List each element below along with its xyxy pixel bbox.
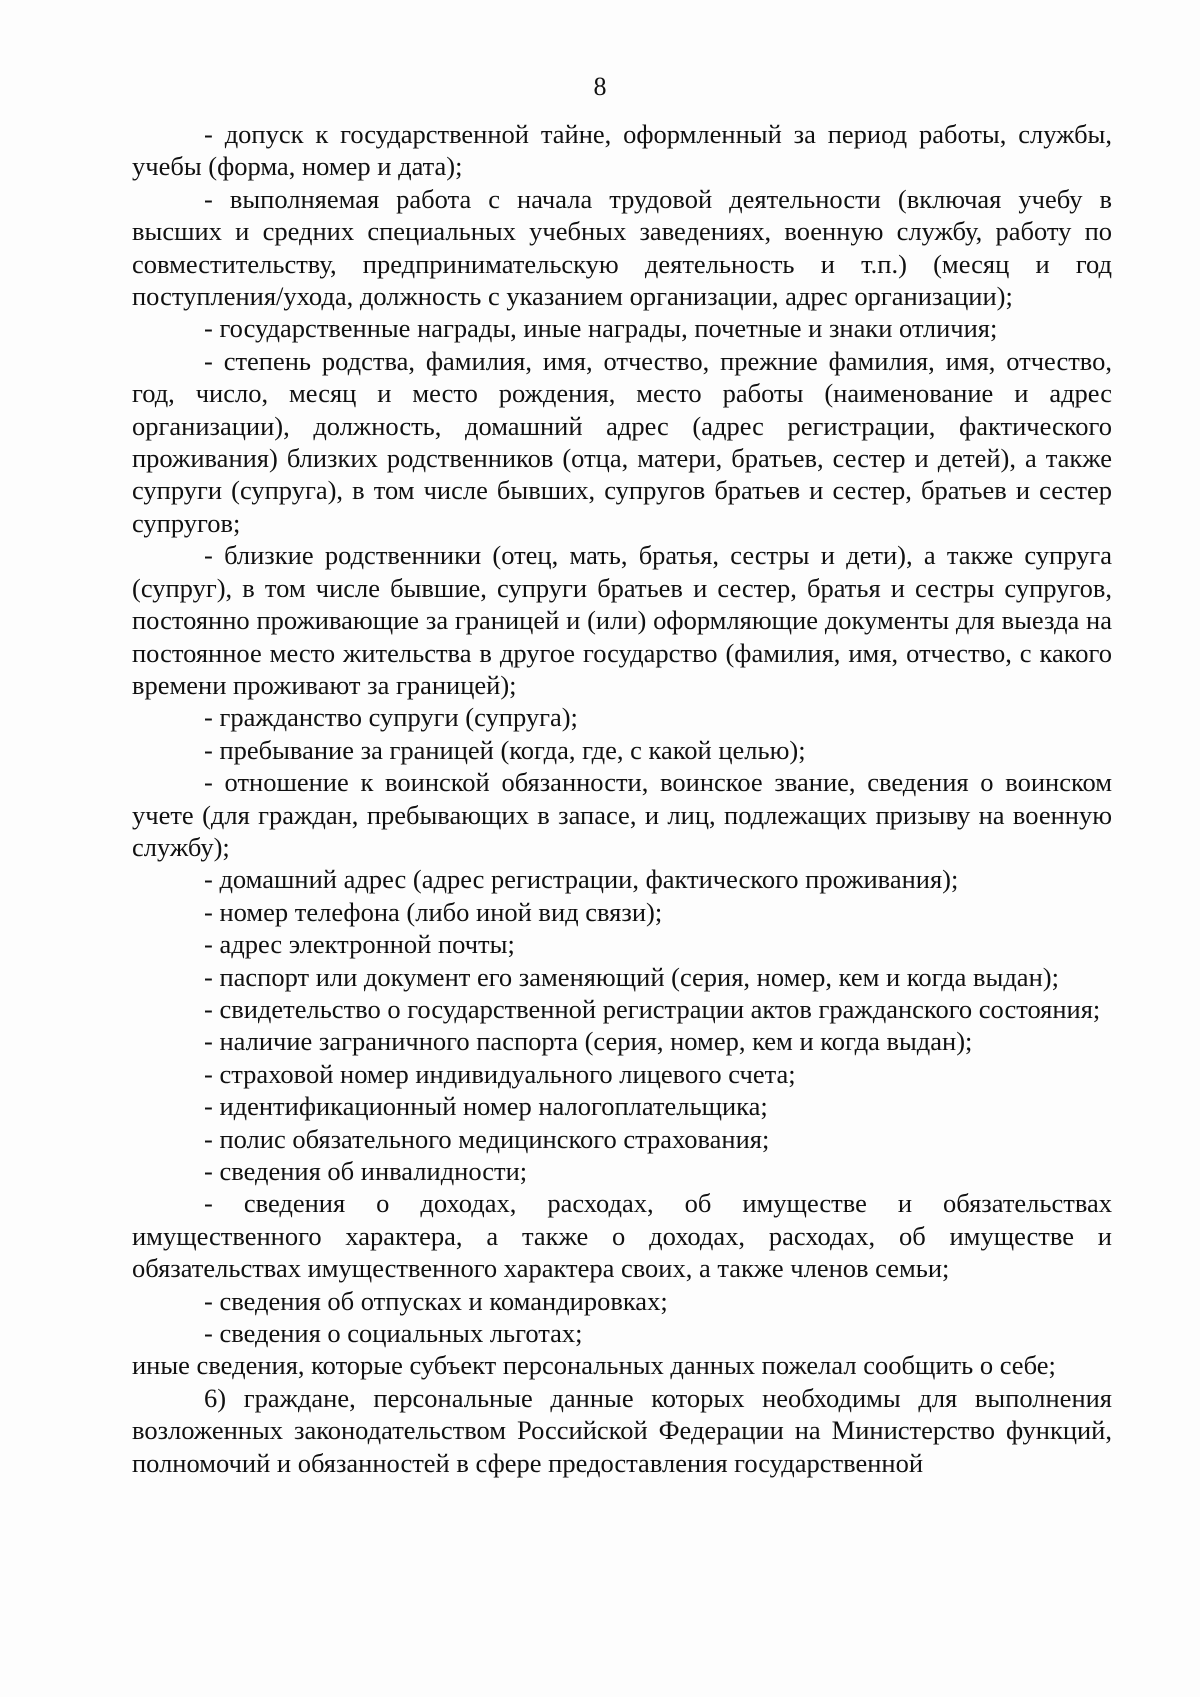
paragraph-item-6-citizens: 6) граждане, персональные данные которых необходимы для выполнения возложенных законодательством Российской Федерации на Министерство функций, полномочий и обязанностей в сфере предоставления государственной — [132, 1382, 1112, 1478]
paragraph-vacations-trips: - сведения об отпусках и командировках; — [204, 1285, 668, 1316]
paragraph-phone-number: - номер телефона (либо иной вид связи); — [204, 896, 663, 927]
paragraph-relatives-details: - степень родства, фамилия, имя, отчество, прежние фамилия, имя, отчество, год, число, месяц и место рождения, место работы (наименование и адрес организации), должность, домашний адрес (адрес регистрации, фактического проживания) близких родственников (отца, матери, братьев, сестер и детей), а также супруги (супруга), в том числе бывших, супругов братьев и сестер, братьев и сестер супругов; — [132, 345, 1112, 538]
paragraph-medical-insurance: - полис обязательного медицинского страхования; — [204, 1123, 770, 1154]
paragraph-military-duty: - отношение к воинской обязанности, воинское звание, сведения о воинском учете (для граждан, пребывающих в запасе, и лиц, подлежащих призыву на военную службу); — [132, 767, 1112, 862]
paragraph-awards: - государственные награды, иные награды, почетные и знаки отличия; — [204, 313, 998, 344]
paragraph-disability: - сведения об инвалидности; — [204, 1156, 528, 1186]
paragraph-spouse-citizenship: - гражданство супруги (супруга); — [204, 702, 578, 733]
paragraph-relatives-abroad: - близкие родственники (отец, мать, братья, сестры и дети), а также супруга (супруг), в том числе бывшие, супруги братьев и сестер, братья и сестры супругов, постоянно проживающие за границей и (или) оформляющие документы для выезда на постоянное место жительства в другое государство (фамилия, имя, отчество, с какого времени проживают за границей); — [132, 540, 1112, 700]
paragraph-social-benefits: - сведения о социальных льготах; — [204, 1318, 583, 1349]
paragraph-civil-status-certificate: - свидетельство о государственной регистрации актов гражданского состояния; — [204, 993, 1101, 1024]
paragraph-home-address: - домашний адрес (адрес регистрации, фактического проживания); — [204, 864, 959, 895]
document-body — [132, 118, 1112, 1479]
paragraph-other-info: иные сведения, которые субъект персональных данных пожелал сообщить о себе; — [132, 1350, 1056, 1381]
paragraph-taxpayer-id: - идентификационный номер налогоплательщика; — [204, 1091, 768, 1122]
paragraph-insurance-number: - страховой номер индивидуального лицевого счета; — [204, 1058, 796, 1089]
paragraph-passport: - паспорт или документ его заменяющий (серия, номер, кем и когда выдан); — [204, 961, 1059, 992]
paragraph-income-property: - сведения о доходах, расходах, об имуществе и обязательствах имущественного характера, а также о доходах, расходах, об имуществе и обязательствах имущественного характера своих, а также членов семьи; — [132, 1188, 1112, 1284]
paragraph-work-history: - выполняемая работа с начала трудовой деятельности (включая учебу в высших и средних специальных учебных заведениях, военную службу, работу по совместительству, предпринимательскую деятельность и т.п.) (месяц и год поступления/ухода, должность с указанием организации, адрес организации); — [132, 183, 1112, 312]
page-number: 8 — [593, 72, 607, 101]
paragraph-foreign-passport: - наличие заграничного паспорта (серия, номер, кем и когда выдан); — [204, 1026, 973, 1057]
paragraph-email: - адрес электронной почты; — [204, 929, 515, 960]
paragraph-state-secret-access: - допуск к государственной тайне, оформленный за период работы, службы, учебы (форма, номер и дата); — [132, 119, 1112, 182]
paragraph-stay-abroad: - пребывание за границей (когда, где, с какой целью); — [204, 734, 806, 765]
